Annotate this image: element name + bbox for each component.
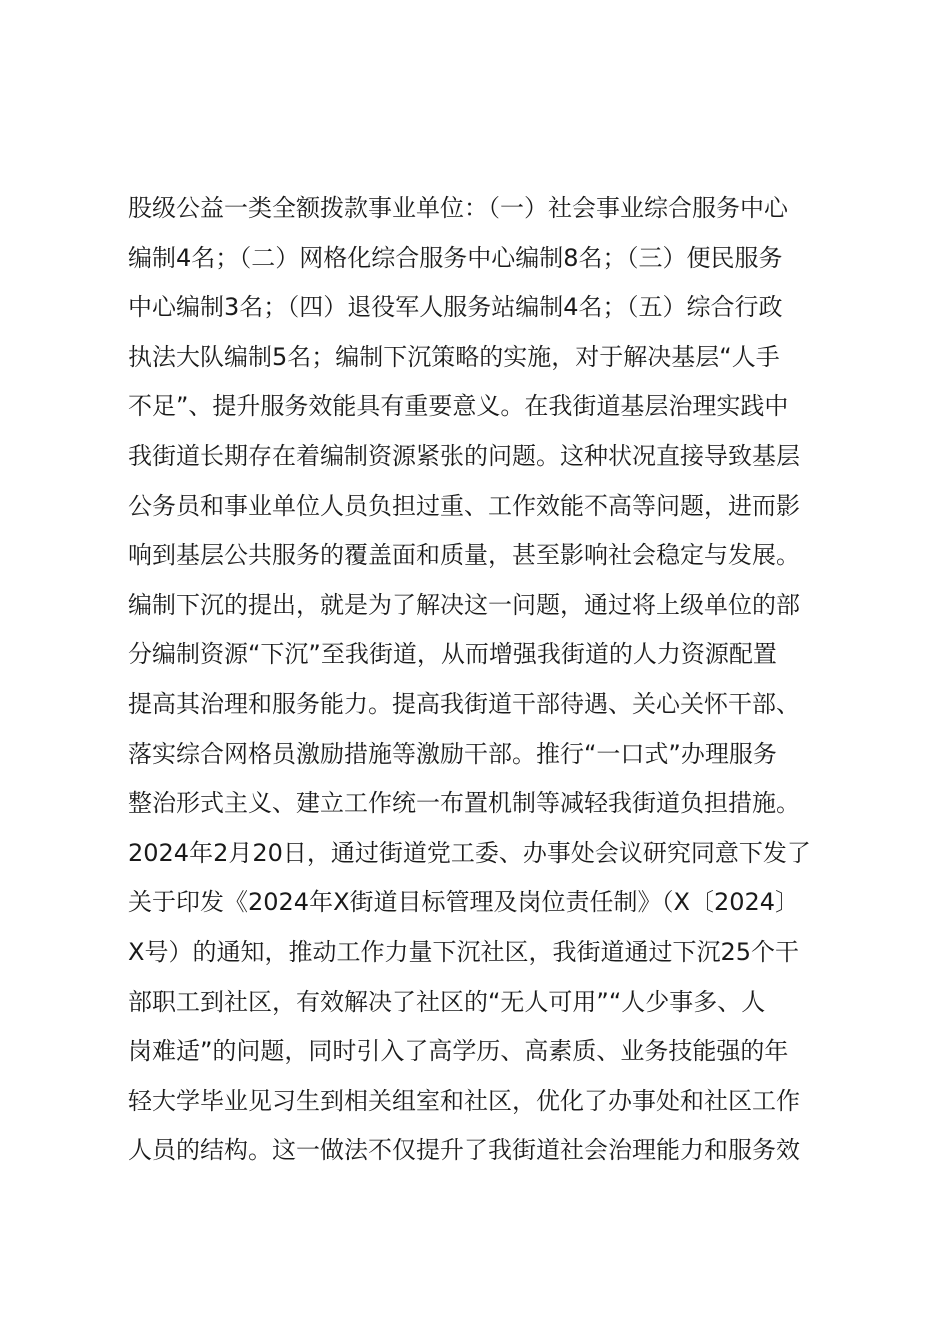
text-line: 执法大队编制5名；编制下沉策略的实施，对于解决基层“人手 xyxy=(128,342,780,371)
body-text xyxy=(128,184,858,1176)
text-line: 落实综合网格员激励措施等激励干部。推行“一口式”办理服务 xyxy=(128,739,777,768)
text-line: 不足”、提升服务效能具有重要意义。在我街道基层治理实践中 xyxy=(128,392,789,421)
text-line: 2024年2月20日，通过街道党工委、办事处会议研究同意下发了 xyxy=(128,838,811,867)
text-line: 我街道长期存在着编制资源紧张的问题。这种状况直接导致基层 xyxy=(128,441,800,470)
text-line: 分编制资源“下沉”至我街道，从而增强我街道的人力资源配置 xyxy=(128,640,777,669)
text-line: 编制下沉的提出，就是为了解决这一问题，通过将上级单位的部 xyxy=(128,590,800,619)
text-line: 关于印发《2024年X街道目标管理及岗位责任制》（X〔2024〕 xyxy=(128,888,800,917)
text-line: 提高其治理和服务能力。提高我街道干部待遇、关心关怀干部、 xyxy=(128,689,800,718)
text-line: 响到基层公共服务的覆盖面和质量，甚至影响社会稳定与发展。 xyxy=(128,541,800,570)
text-line: 公务员和事业单位人员负担过重、工作效能不高等问题，进而影 xyxy=(128,491,800,520)
text-line: X号）的通知，推动工作力量下沉社区，我街道通过下沉25个干 xyxy=(128,937,799,966)
text-line: 整治形式主义、建立工作统一布置机制等减轻我街道负担措施。 xyxy=(128,789,800,818)
text-line: 轻大学毕业见习生到相关组室和社区，优化了办事处和社区工作 xyxy=(128,1086,800,1115)
text-line: 部职工到社区，有效解决了社区的“无人可用”“人少事多、人 xyxy=(128,987,766,1016)
text-line: 股级公益一类全额拨款事业单位：（一）社会事业综合服务中心 xyxy=(128,194,788,222)
text-line: 人员的结构。这一做法不仅提升了我街道社会治理能力和服务效 xyxy=(128,1136,800,1165)
text-line: 编制4名；（二）网格化综合服务中心编制8名；（三）便民服务 xyxy=(128,243,783,272)
text-line: 中心编制3名；（四）退役军人服务站编制4名；（五）综合行政 xyxy=(128,293,783,322)
text-line: 岗难适”的问题，同时引入了高学历、高素质、业务技能强的年 xyxy=(128,1037,789,1066)
